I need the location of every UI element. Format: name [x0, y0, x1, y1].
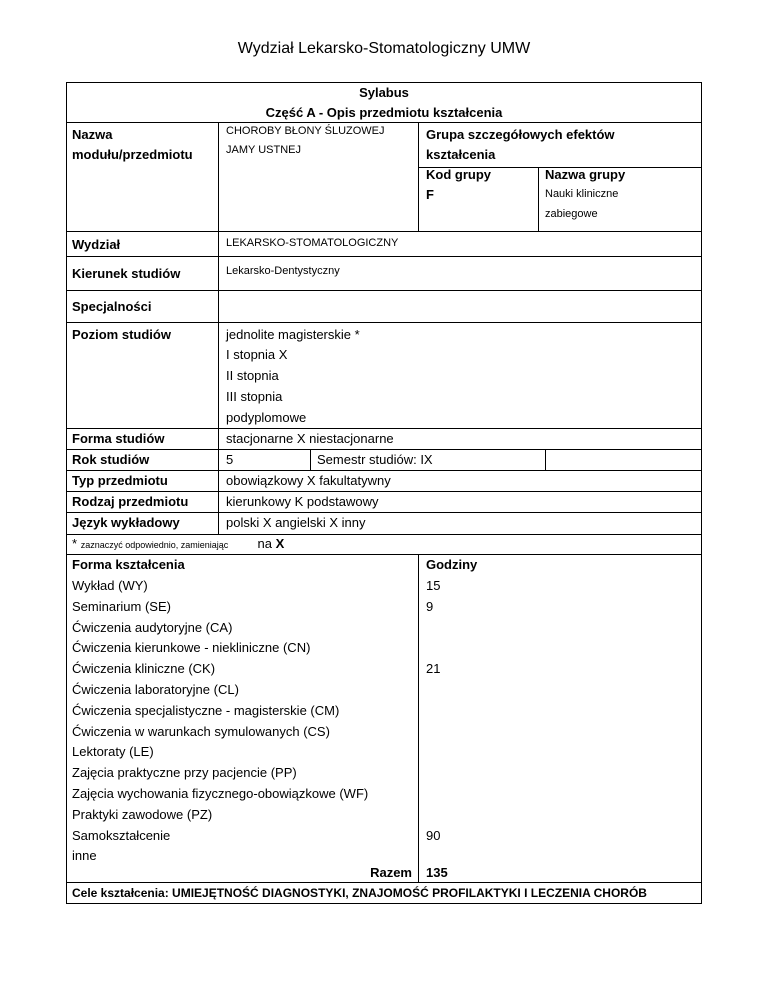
group-effects-label-2: kształcenia	[426, 147, 496, 162]
hours-row-name: inne	[72, 848, 97, 864]
hours-row-name: Wykład (WY)	[72, 578, 148, 593]
poziom-label: Poziom studiów	[72, 327, 171, 342]
hours-row-value: 90	[426, 827, 441, 843]
note-text: zaznaczyć odpowiednio, zamieniając	[80, 540, 229, 550]
forma-ksztalcenia-label: Forma kształcenia	[72, 557, 185, 572]
specjalnosci-label: Specjalności	[72, 299, 152, 314]
module-name-value: CHOROBY BŁONY ŚLUZOWEJ	[226, 125, 385, 137]
forma-value: stacjonarne X niestacjonarne	[226, 431, 394, 446]
forma-label: Forma studiów	[72, 431, 165, 446]
hours-row-value: 15	[426, 578, 441, 593]
sylabus-title: Sylabus	[359, 85, 409, 100]
part-a-title: Część A - Opis przedmiotu kształcenia	[265, 105, 503, 120]
jezyk-label: Język wykładowy	[72, 515, 180, 530]
semestr-value: Semestr studiów: IX	[317, 452, 433, 467]
poziom-value-2: I stopnia X	[226, 347, 288, 362]
wydzial-label: Wydział	[72, 237, 121, 252]
hours-row-name: Seminarium (SE)	[72, 598, 171, 614]
wydzial-value: LEKARSKO-STOMATOLOGICZNY	[226, 237, 399, 249]
kod-grupy-label: Kod grupy	[426, 167, 491, 182]
module-name-label-2: modułu/przedmiotu	[72, 147, 193, 162]
rok-value: 5	[226, 452, 234, 467]
poziom-value-5: podyplomowe	[226, 410, 307, 425]
hours-row-name: Ćwiczenia audytoryjne (CA)	[72, 619, 233, 635]
hours-row-name: Ćwiczenia laboratoryjne (CL)	[72, 682, 239, 697]
document-header: Wydział Lekarsko-Stomatologiczny UMW	[237, 40, 531, 57]
rodzaj-value: kierunkowy K podstawowy	[226, 494, 379, 509]
rodzaj-label: Rodzaj przedmiotu	[72, 494, 189, 509]
nazwa-grupy-label: Nazwa grupy	[545, 167, 626, 182]
poziom-value-1: jednolite magisterskie *	[226, 327, 360, 342]
hours-row-name: Ćwiczenia kierunkowe - niekliniczne (CN)	[72, 640, 311, 656]
note-star: *	[72, 536, 78, 551]
note-na: na	[257, 536, 272, 551]
hours-row-name: Lektoraty (LE)	[72, 744, 154, 760]
rok-label: Rok studiów	[72, 452, 150, 467]
cele-ksztalcenia: Cele kształcenia: UMIEJĘTNOŚĆ DIAGNOSTYKI, ZNAJOMOŚĆ PROFILAKTYKI I LECZENIA CHORÓB	[72, 886, 647, 900]
hours-row-value: 21	[426, 661, 441, 677]
kierunek-label: Kierunek studiów	[72, 266, 181, 281]
group-effects-label: Grupa szczegółowych efektów	[426, 127, 615, 142]
typ-label: Typ przedmiotu	[72, 473, 168, 488]
hours-row-name: Ćwiczenia w warunkach symulowanych (CS)	[72, 723, 330, 739]
hours-row-name: Samokształcenie	[72, 827, 171, 843]
kierunek-value: Lekarsko-Dentystyczny	[226, 265, 340, 277]
poziom-value-4: III stopnia	[226, 389, 283, 404]
nazwa-grupy-value: Nauki kliniczne	[545, 188, 619, 200]
hours-row-name: Praktyki zawodowe (PZ)	[72, 806, 213, 822]
nazwa-grupy-value-2: zabiegowe	[545, 208, 598, 220]
module-name-value-2: JAMY USTNEJ	[226, 144, 301, 156]
jezyk-value: polski X angielski X inny	[226, 515, 366, 530]
poziom-value-3: II stopnia	[226, 368, 279, 383]
note	[72, 535, 284, 554]
note-x: X	[275, 536, 285, 551]
godziny-label: Godziny	[426, 557, 478, 572]
kod-grupy-value: F	[426, 187, 434, 202]
module-name-label: Nazwa	[72, 127, 113, 142]
hours-row-name: Zajęcia praktyczne przy pacjencie (PP)	[72, 765, 297, 781]
hours-row-value: 9	[426, 598, 434, 614]
hours-row-name: Ćwiczenia kliniczne (CK)	[72, 661, 216, 677]
typ-value: obowiązkowy X fakultatywny	[226, 473, 391, 488]
razem-value: 135	[426, 865, 448, 880]
razem-label: Razem	[370, 865, 412, 880]
hours-row-name: Zajęcia wychowania fizycznego-obowiązkowe (WF)	[72, 786, 369, 801]
hours-row-name: Ćwiczenia specjalistyczne - magisterskie (CM)	[72, 702, 340, 718]
